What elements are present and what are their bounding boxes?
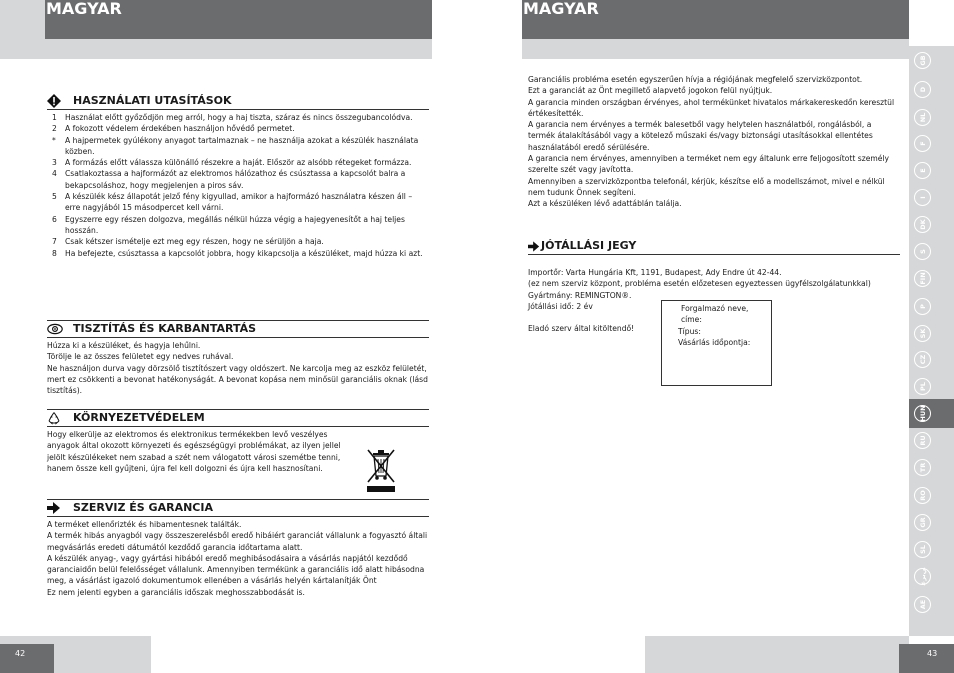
language-tab[interactable]: RU [914,432,931,449]
language-tab-strip [909,46,954,636]
right-page-number-text: 43 [927,649,938,658]
language-tab[interactable]: HUN [914,405,931,422]
language-tab[interactable]: TR [914,459,931,476]
warranty-line: (ez nem szerviz központ, probléma esetén előzetesen egyeztessen ügyfélszolgálatunkkal) [528,279,871,289]
warranty-line: Jótállási idő: 2 év [528,301,593,311]
step-text: A formázás előtt válassza különálló részekre a haját. Először az alsóbb rétegeket formázza. [65,158,412,168]
language-tab[interactable]: GR [914,514,931,531]
intro-paragraph: Ezt a garanciát az Önt megillető alapvető jogokon felül nyújtjuk. [528,86,773,96]
language-tab[interactable]: SK [914,325,931,342]
environment-heading [47,409,429,427]
warning-icon [47,94,65,108]
usage-title: HASZNÁLATI UTASÍTÁSOK [73,94,232,108]
step-number: 4 [52,169,57,179]
step-number: 1 [52,113,57,122]
environment-text: Hogy elkerülje az elektromos és elektronikus termékekben levő veszélyes anyagok által okozott környezeti és egészségügyi problémákat, az ilyen jellel jelölt készülékeket nem szabad a szét nem válogatott városi szemétbe tenni, hanem össze kell gyűjteni, újra fel kell dolgozni és újra kell hasznosítani. [47,430,341,473]
right-page-header: MAGYAR [522,0,909,39]
usage-step [47,135,429,158]
service-title: SZERVIZ ÉS GARANCIA [73,501,213,515]
language-tab[interactable]: E [914,162,931,179]
left-page-number-text: 42 [15,649,26,658]
step-text: Ha befejezte, csúsztassa a kapcsolót jobbra, hogy kikapcsolja a készüléket, majd húzza ki azt. [65,248,423,258]
language-tab[interactable]: DK [914,216,931,233]
step-number: 3 [52,158,57,168]
warranty-form-box [661,300,772,386]
service-paragraph: A készülék anyag-, vagy gyártási hibából eredő meghibásodásaira a vásárlás napjától kezdődő garanciaidőn belül felelősséget vállalunk. Amennyiben termékünk a garanciális idő alatt hibásodna meg, a vásárlást igazoló dokumentumok ellenében a vásárlás helyén kártalanítják Önt [47,553,425,586]
usage-section [47,93,429,259]
usage-step [47,236,429,247]
usage-step [47,157,429,168]
language-tab[interactable]: S [914,243,931,260]
seller-fill-note: Eladó szerv által kitöltendő! [528,324,635,334]
step-number: 8 [52,248,57,258]
intro-paragraph: A garancia minden országban érvényes, ahol termékünket hivatalos márkakereskedőn keresztül értékesítették. [528,97,895,118]
step-text: A hajpermetek gyúlékony anyagot tartalmaznak – ne használja azokat a készülék használata közben. [65,135,419,156]
step-text: A készülék kész állapotát jelző fény kigyullad, amikor a hajformázó használatra készen áll – erre nagyjából 15 másodpercet kell várni. [65,192,413,213]
service-heading [47,499,429,517]
arrow-right-icon [528,241,540,252]
cleaning-paragraph: Törölje le az összes felületet egy nedves ruhával. [47,352,234,362]
language-tab[interactable]: GB [914,52,931,69]
cleaning-heading [47,320,429,338]
language-tab[interactable]: PL [914,378,931,395]
language-tab[interactable]: RO [914,487,931,504]
usage-step [47,168,429,191]
step-number: 2 [52,124,57,134]
step-text: Csak kétszer ismételje ezt meg egy részen, hogy ne sérüljön a haja. [65,237,324,247]
right-page-number [899,644,954,673]
step-text: Használat előtt győződjön meg arról, hogy a haj tiszta, száraz és nincs összegubancolódva. [65,113,413,122]
eye-icon [47,322,65,336]
intro-paragraph: A garancia nem érvényes a termék balesetből vagy helytelen használatból, rongálásból, a termék átalakításából vagy a kötelező műszaki és/vagy biztonsági utasításokkal ellentétes használatából eredő sérülésére. [528,120,873,152]
language-tab[interactable]: SL [914,541,931,558]
service-paragraph: A termék hibás anyagból vagy összeszerelésből eredő hibáiért garanciát vállalunk a fogyasztó általi megvásárlás eredeti dátumától kezdődő garancia időtartama alatt. [47,531,428,552]
service-paragraph: Ez nem jelenti egyben a garanciális időszak meghosszabbodását is. [47,587,305,597]
left-page-number [0,644,54,673]
cleaning-section [47,320,429,396]
language-tab[interactable]: P [914,298,931,315]
intro-paragraph: Garanciális probléma esetén egyszerűen hívja a régiójának megfelelő szervizközpontot. [528,75,863,84]
language-tab[interactable]: D [914,81,931,98]
usage-steps-list [47,112,429,259]
cleaning-paragraph: Ne használjon durva vagy dörzsölő tisztítószert vagy oldószert. Ne karcolja meg az eszköz felületét, mert ez csökkenti a bevonat hatékonyságát. A bevonat kopása nem minősül garanciális oknak (lásd tisztítás). [47,363,428,396]
language-tab[interactable]: I [914,189,931,206]
distributor-label: Forgalmazó neve, címe: [681,304,749,325]
weee-bin-icon [364,446,398,494]
warranty-line: Importőr: Varta Hungária Kft, 1191, Budapest, Ady Endre út 42-44. [528,268,782,277]
intro-paragraph: A garancia nem érvényes, amennyiben a terméket nem egy általunk erre feljogosított személy szerelte szét vagy javította. [528,154,890,175]
cleaning-paragraph: Húzza ki a készüléket, és hagyja lehűlni. [47,341,201,350]
step-number: 6 [52,214,57,224]
warranty-line: Gyártmány: REMINGTON®. [528,290,632,300]
environment-title: KÖRNYEZETVÉDELEM [73,411,205,425]
right-footer-band [645,636,909,673]
usage-heading [47,93,429,110]
warranty-card-title: JÓTÁLLÁSI JEGY [541,239,637,253]
step-text: Csatlakoztassa a hajformázót az elektromos hálózathoz és csúsztassa a kapcsolót balra a bekapcsoláshoz, hogy megjelenjen a piros sáv. [65,169,406,190]
right-intro [528,74,900,210]
step-number: * [52,135,56,145]
step-text: A fokozott védelem érdekében használjon hővédő permetet. [65,124,295,134]
left-page-header: MAGYAR [45,0,432,39]
usage-step [47,123,429,134]
service-section [47,499,429,598]
recycle-icon [47,411,65,425]
arrow-right-icon [47,501,65,515]
intro-paragraph: Amennyiben a szervizközpontba telefonál, kérjük, készítse elő a modellszámot, mivel e nélkül nem tudunk Önnek segíteni. [528,176,885,197]
language-tab[interactable]: FIN [914,270,931,287]
usage-step [47,248,429,259]
language-tab[interactable]: ﻲﺑﺮﻋ [914,568,931,585]
language-tab[interactable]: CZ [914,351,931,368]
step-number: 5 [52,192,57,202]
language-tab[interactable]: F [914,135,931,152]
type-label: Típus: [678,326,701,336]
purchase-date-label: Vásárlás időpontja: [678,337,751,347]
cleaning-title: TISZTÍTÁS ÉS KARBANTARTÁS [73,322,257,336]
service-paragraph: A terméket ellenőrizték és hibamentesnek találták. [47,520,242,529]
step-text: Egyszerre egy részen dolgozva, megállás nélkül húzza végig a hajegyenesítőt a haj teljes hosszán. [65,214,405,235]
usage-step [47,112,429,123]
language-tab[interactable]: AE [914,596,931,613]
usage-step [47,191,429,214]
warranty-card-heading [528,238,900,255]
step-number: 7 [52,237,57,247]
usage-step [47,214,429,237]
language-tab[interactable]: NL [914,109,931,126]
intro-paragraph: Azt a készüléken lévő adattáblán találja. [528,199,682,209]
